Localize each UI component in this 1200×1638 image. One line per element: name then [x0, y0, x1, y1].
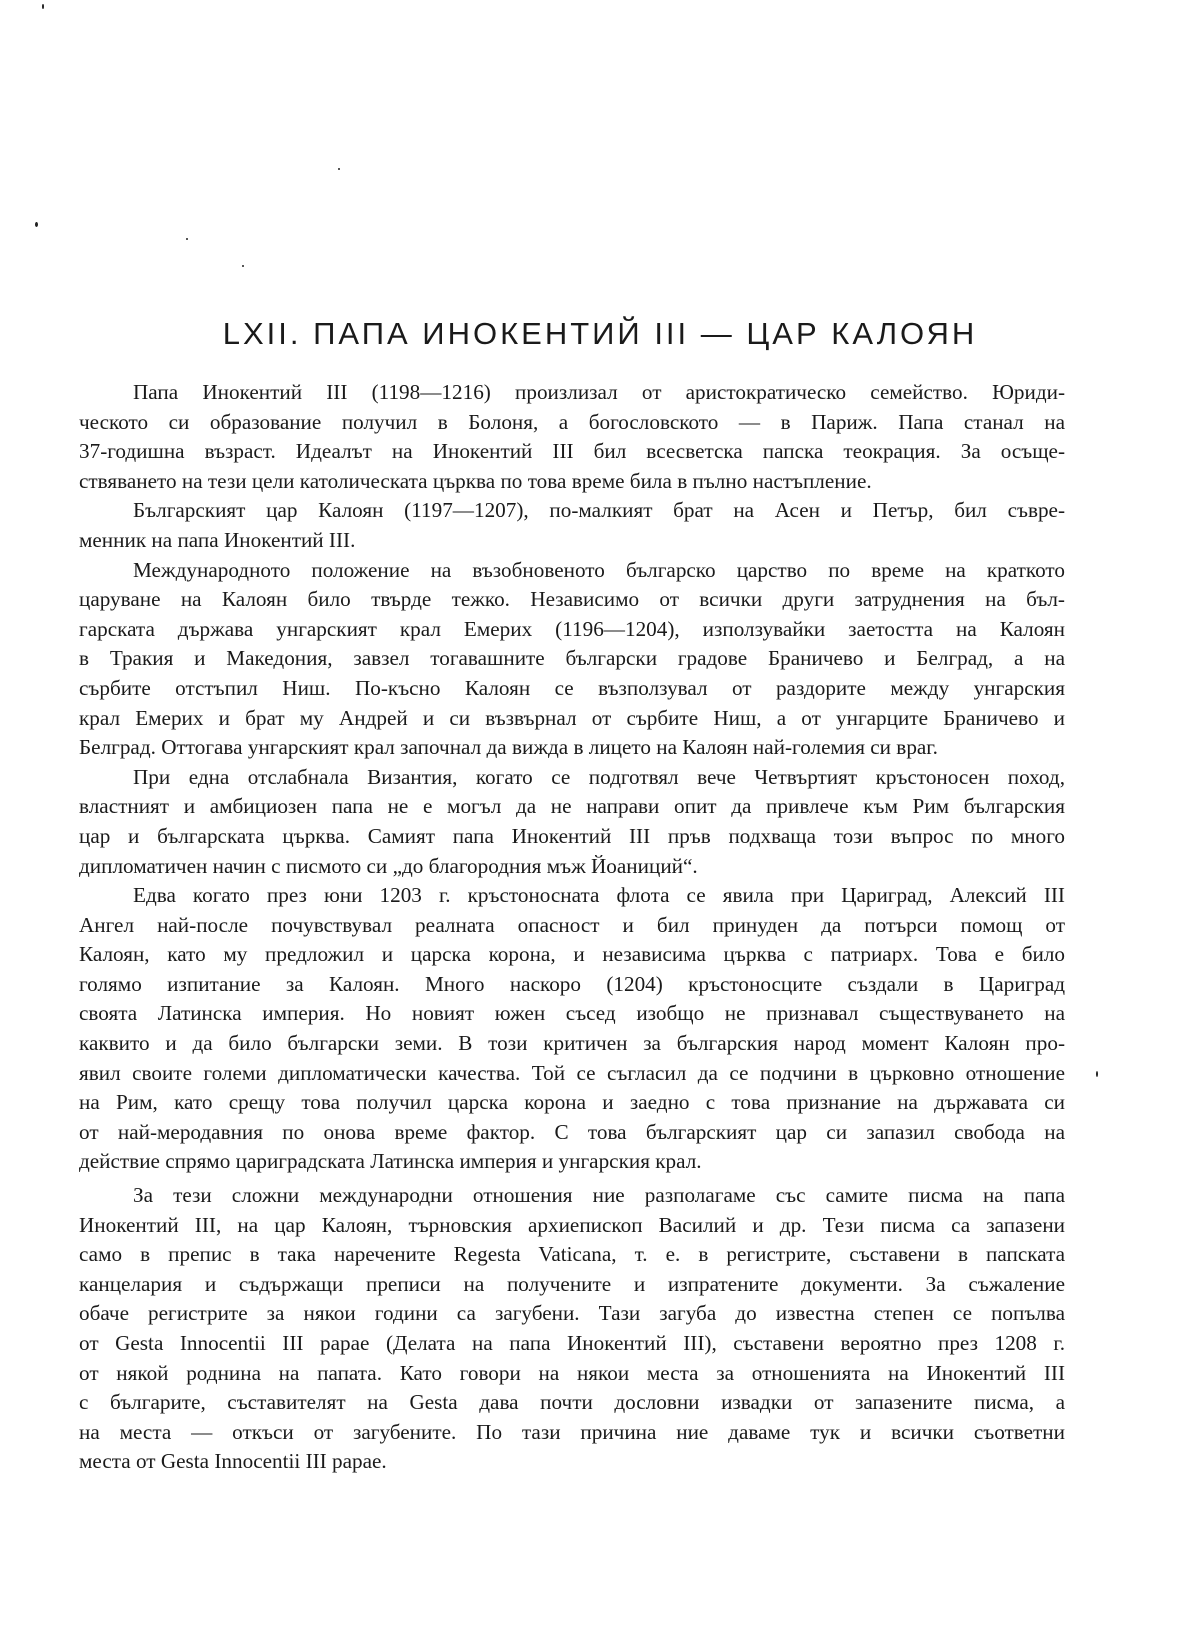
- scan-speck: [35, 222, 38, 227]
- text-line: ческото си образование получил в Болоня, а богословското — в Париж. Папа станал на: [79, 409, 1065, 434]
- text-line: ствяването на тези цели католическата църква по това време била в пълно настъпление.: [79, 468, 872, 493]
- paragraph: [79, 378, 1065, 496]
- scan-speck: [242, 265, 244, 267]
- text-line: Папа Инокентий III (1198—1216) произлизал от аристократическо семейство. Юриди-: [133, 380, 1065, 404]
- text-line: от някой роднина на папата. Като говори на някои места за отношенията на Инокентий III: [79, 1360, 1065, 1385]
- text-line: Българският цар Калоян (1197—1207), по-малкият брат на Асен и Петър, бил съвре-: [133, 498, 1065, 523]
- text-line: с българите, съставителят на Gesta дава почти дословни извадки от запазените писма, а: [79, 1390, 1065, 1415]
- scan-speck: [186, 238, 188, 240]
- text-line: от Gesta Innocentii III papae (Делата на папа Инокентий III), съставени вероятно през 1208 г.: [79, 1331, 1065, 1355]
- text-line: явил своите големи дипломатически качества. Той се съгласил да се подчини в църковно отношение: [79, 1060, 1065, 1085]
- text-line: 37-годишна възраст. Идеалът на Инокентий III бил всесветска папска теокрация. За осъще-: [79, 439, 1065, 464]
- paragraph: [79, 1181, 1065, 1477]
- text-line: За тези сложни международни отношения ние разполагаме със самите писма на папа: [133, 1183, 1065, 1208]
- text-line: властният и амбициозен папа не е могъл да не направи опит да привлече към Рим българския: [79, 794, 1065, 819]
- paragraph: [79, 496, 1065, 555]
- text-line: дипломатичен начин с писмото си „до благородния мъж Йоаниций“.: [79, 853, 698, 878]
- body-text: [79, 378, 1065, 1477]
- text-line: канцелария и съдържащи преписи на получените и изпратените документи. За съжаление: [79, 1271, 1065, 1296]
- paragraph: [79, 763, 1065, 881]
- text-line: крал Емерих и брат му Андрей и си възвърнал от сърбите Ниш, а от унгарците Браничево и: [79, 705, 1065, 730]
- scan-speck: [338, 168, 340, 170]
- text-line: действие спрямо цариградската Латинска империя и унгарския крал.: [79, 1149, 702, 1174]
- chapter-title: LXII. ПАПА ИНОКЕНТИЙ III — ЦАР КАЛОЯН: [222, 316, 978, 351]
- text-line: Едва когато през юни 1203 г. кръстоносната флота се явила при Цариград, Алексий III: [133, 883, 1065, 908]
- text-line: менник на папа Инокентий III.: [79, 527, 356, 552]
- text-line: гарската държава унгарският крал Емерих (1196—1204), използувайки заетостта на Калоян: [79, 616, 1065, 641]
- text-line: Инокентий III, на цар Калоян, търновския архиепископ Василий и др. Тези писма са запазени: [79, 1212, 1065, 1237]
- text-line: При една отслабнала Византия, когато се подготвял вече Четвъртият кръстоносен поход,: [133, 764, 1065, 789]
- text-line: каквито и да било български земи. В този критичен за българския народ момент Калоян про-: [79, 1031, 1065, 1056]
- scan-speck: [1096, 1071, 1098, 1077]
- text-line: обаче регистрите за някои години са загубени. Тази загуба до известна степен се попълва: [79, 1301, 1065, 1326]
- text-line: царуване на Калоян било твърде тежко. Независимо от всички други затруднения на бъл-: [79, 587, 1065, 612]
- text-line: Белград. Оттогава унгарският крал започнал да вижда в лицето на Калоян най-големия си враг.: [79, 735, 938, 760]
- text-line: Международното положение на възобновеното българско царство по време на краткото: [133, 557, 1065, 582]
- text-line: само в препис в така наречените Regesta Vaticana, т. е. в регистрите, съставени в папската: [79, 1242, 1065, 1267]
- text-line: своята Латинска империя. Но новият южен съсед изобщо не признавал съществуването на: [79, 1001, 1065, 1026]
- text-line: на Рим, като срещу това получил царска корона и заедно с това признание на държавата си: [79, 1090, 1065, 1115]
- text-line: места от Gesta Innocentii III papae.: [79, 1449, 387, 1474]
- text-line: сърбите отстъпил Ниш. По-късно Калоян се възползувал от раздорите между унгарския: [79, 675, 1065, 700]
- text-line: Ангел най-после почувствувал реалната опасност и бил принуден да потърси помощ от: [79, 912, 1065, 937]
- text-line: на места — откъси от загубените. По тази причина ние даваме тук и всички съответни: [79, 1419, 1065, 1444]
- text-line: голямо изпитание за Калоян. Много наскоро (1204) кръстоносците създали в Цариград: [79, 971, 1065, 996]
- text-line: в Тракия и Македония, завзел тогавашните български градове Браничево и Белград, а на: [79, 646, 1065, 671]
- scan-speck: [42, 4, 44, 9]
- text-line: цар и българската църква. Самият папа Инокентий III пръв подхваща този въпрос по много: [79, 823, 1065, 848]
- text-line: Калоян, като му предложил и царска корона, и независима църква с патриарх. Това е било: [79, 942, 1065, 967]
- paragraph: [79, 556, 1065, 763]
- paragraph: [79, 881, 1065, 1177]
- text-line: от най-меродавния по онова време фактор. С това българският цар си запазил свобода на: [79, 1119, 1065, 1144]
